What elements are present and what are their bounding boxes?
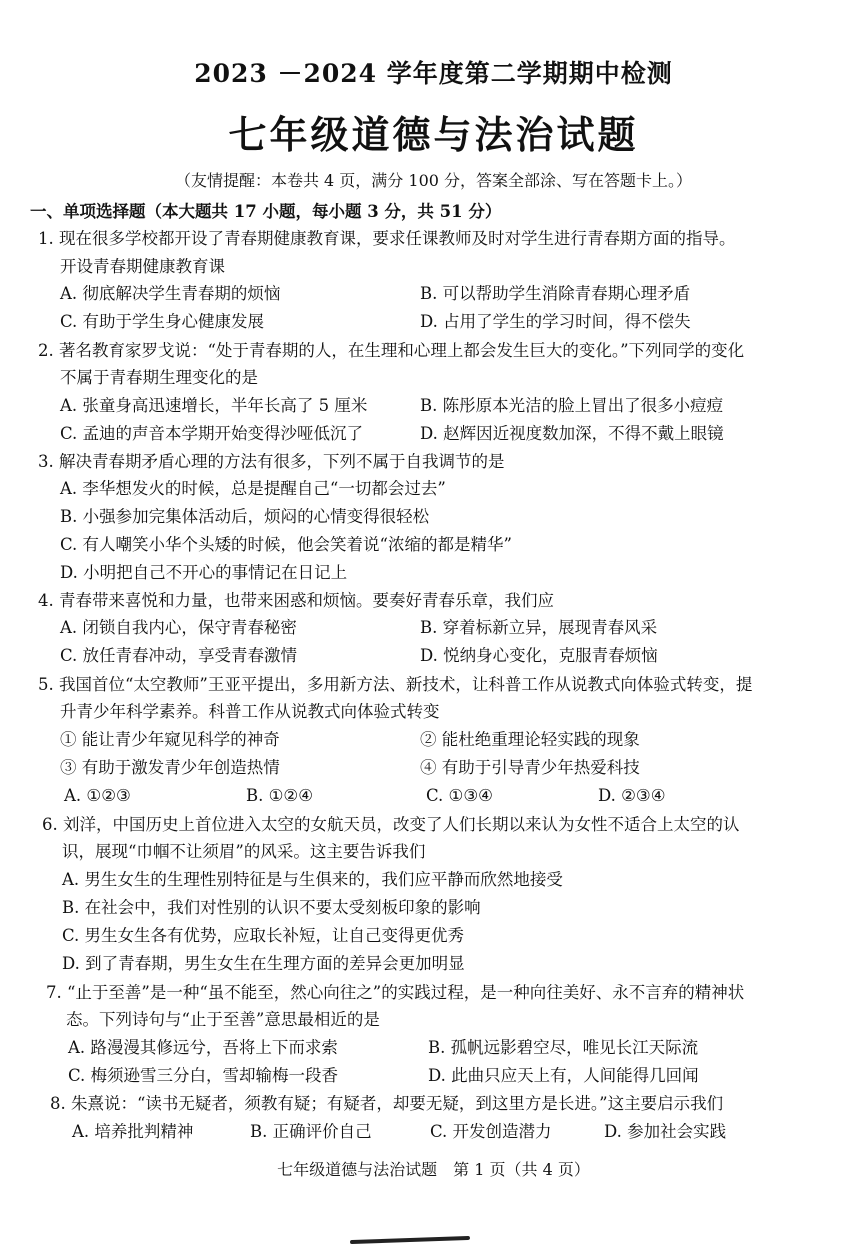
q7-option-a: A. 路漫漫其修远兮，吾将上下而求索 (68, 1038, 338, 1057)
q6-option-b: B. 在社会中，我们对性别的认识不要太受刻板印象的影响 (62, 898, 481, 917)
q6-option-d: D. 到了青春期，男生女生在生理方面的差异会更加明显 (62, 954, 465, 973)
q4-option-b: B. 穿着标新立异，展现青春风采 (420, 618, 658, 637)
q8-option-c: C. 开发创造潜力 (430, 1122, 552, 1141)
q5-option-d: D. ②③④ (598, 786, 666, 805)
q5-option-b: B. ①②④ (246, 786, 313, 805)
q3-option-b: B. 小强参加完集体活动后，烦闷的心情变得很轻松 (60, 507, 430, 526)
q7-stem-cont: 态。下列诗句与“止于至善”意思最相近的是 (66, 1010, 380, 1029)
q1-option-a: A. 彻底解决学生青春期的烦恼 (60, 284, 281, 303)
q7-stem: 7. “止于至善”是一种“虽不能至，然心向往之”的实践过程，是一种向往美好、永不言弃的精神状 (46, 983, 745, 1002)
q2-option-b: B. 陈彤原本光洁的脸上冒出了很多小痘痘 (420, 396, 724, 415)
q7-option-b: B. 孤帆远影碧空尽，唯见长江天际流 (428, 1038, 699, 1057)
q5-statement-4: ④ 有助于引导青少年热爱科技 (420, 758, 640, 777)
q1-option-b: B. 可以帮助学生消除青春期心理矛盾 (420, 284, 691, 303)
q3-option-c: C. 有人嘲笑小华个头矮的时候，他会笑着说“浓缩的都是精华” (60, 535, 512, 554)
q4-option-c: C. 放任青春冲动，享受青春激情 (60, 646, 298, 665)
q3-option-a: A. 李华想发火的时候，总是提醒自己“一切都会过去” (60, 479, 446, 498)
q7-option-c: C. 梅须逊雪三分白，雪却输梅一段香 (68, 1066, 339, 1085)
q5-option-a: A. ①②③ (64, 786, 131, 805)
q7-option-d: D. 此曲只应天上有，人间能得几回闻 (428, 1066, 699, 1085)
q6-option-a: A. 男生女生的生理性别特征是与生俱来的，我们应平静而欣然地接受 (62, 870, 563, 889)
q6-stem-cont: 识，展现“巾帼不让须眉”的风采。这主要告诉我们 (62, 842, 426, 861)
q6-stem: 6. 刘洋，中国历史上首位进入太空的女航天员，改变了人们长期以来认为女性不适合上太空的认 (42, 815, 740, 834)
q2-option-d: D. 赵辉因近视度数加深，不得不戴上眼镜 (420, 424, 724, 443)
q2-stem: 2. 著名教育家罗戈说：“处于青春期的人，在生理和心理上都会发生巨大的变化。”下列同学的变化 (38, 341, 745, 360)
q5-stem: 5. 我国首位“太空教师”王亚平提出，多用新方法、新技术，让科普工作从说教式向体验式转变，提 (38, 675, 753, 694)
q6-option-c: C. 男生女生各有优势，应取长补短，让自己变得更优秀 (62, 926, 465, 945)
q5-stem-cont: 升青少年科学素养。科普工作从说教式向体验式转变 (60, 702, 440, 721)
q4-option-d: D. 悦纳身心变化，克服青春烦恼 (420, 646, 658, 665)
section-title: 一、单项选择题（本大题共 17 小题，每小题 3 分，共 51 分） (30, 202, 502, 221)
q8-option-a: A. 培养批判精神 (72, 1122, 194, 1141)
q1-option-d: D. 占用了学生的学习时间，得不偿失 (420, 312, 691, 331)
q3-option-d: D. 小明把自己不开心的事情记在日记上 (60, 563, 348, 582)
q4-option-a: A. 闭锁自我内心，保守青春秘密 (60, 618, 297, 637)
q2-stem-cont: 不属于青春期生理变化的是 (60, 368, 258, 387)
exam-term-heading: 2023 －2024 学年度第二学期期中检测 (194, 59, 673, 88)
q5-option-c: C. ①③④ (426, 786, 493, 805)
q1-option-c: C. 有助于学生身心健康发展 (60, 312, 265, 331)
q3-stem: 3. 解决青春期矛盾心理的方法有很多，下列不属于自我调节的是 (38, 452, 505, 471)
exam-reminder: （友情提醒：本卷共 4 页，满分 100 分，答案全部涂、写在答题卡上。） (174, 171, 693, 190)
q5-statement-1: ① 能让青少年窥见科学的神奇 (60, 730, 280, 749)
q8-option-b: B. 正确评价自己 (250, 1122, 372, 1141)
q1-stem-cont: 开设青春期健康教育课 (60, 257, 225, 276)
q4-stem: 4. 青春带来喜悦和力量，也带来困惑和烦恼。要奏好青春乐章，我们应 (38, 591, 554, 610)
q2-option-c: C. 孟迪的声音本学期开始变得沙哑低沉了 (60, 424, 364, 443)
q1-stem: 1. 现在很多学校都开设了青春期健康教育课，要求任课教师及时对学生进行青春期方面的指导。 (38, 229, 736, 248)
exam-title: 七年级道德与法治试题 (228, 112, 639, 157)
q8-option-d: D. 参加社会实践 (604, 1122, 727, 1141)
q5-statement-2: ② 能杜绝重理论轻实践的现象 (420, 730, 640, 749)
q5-statement-3: ③ 有助于激发青少年创造热情 (60, 758, 280, 777)
q2-option-a: A. 张童身高迅速增长，半年长高了 5 厘米 (60, 396, 368, 415)
scan-smudge-mark (350, 1236, 470, 1244)
q8-stem: 8. 朱熹说：“读书无疑者，须教有疑；有疑者，却要无疑，到这里方是长进。”这主要启示我们 (50, 1094, 724, 1113)
page-footer: 七年级道德与法治试题 第 1 页（共 4 页） (277, 1160, 590, 1179)
